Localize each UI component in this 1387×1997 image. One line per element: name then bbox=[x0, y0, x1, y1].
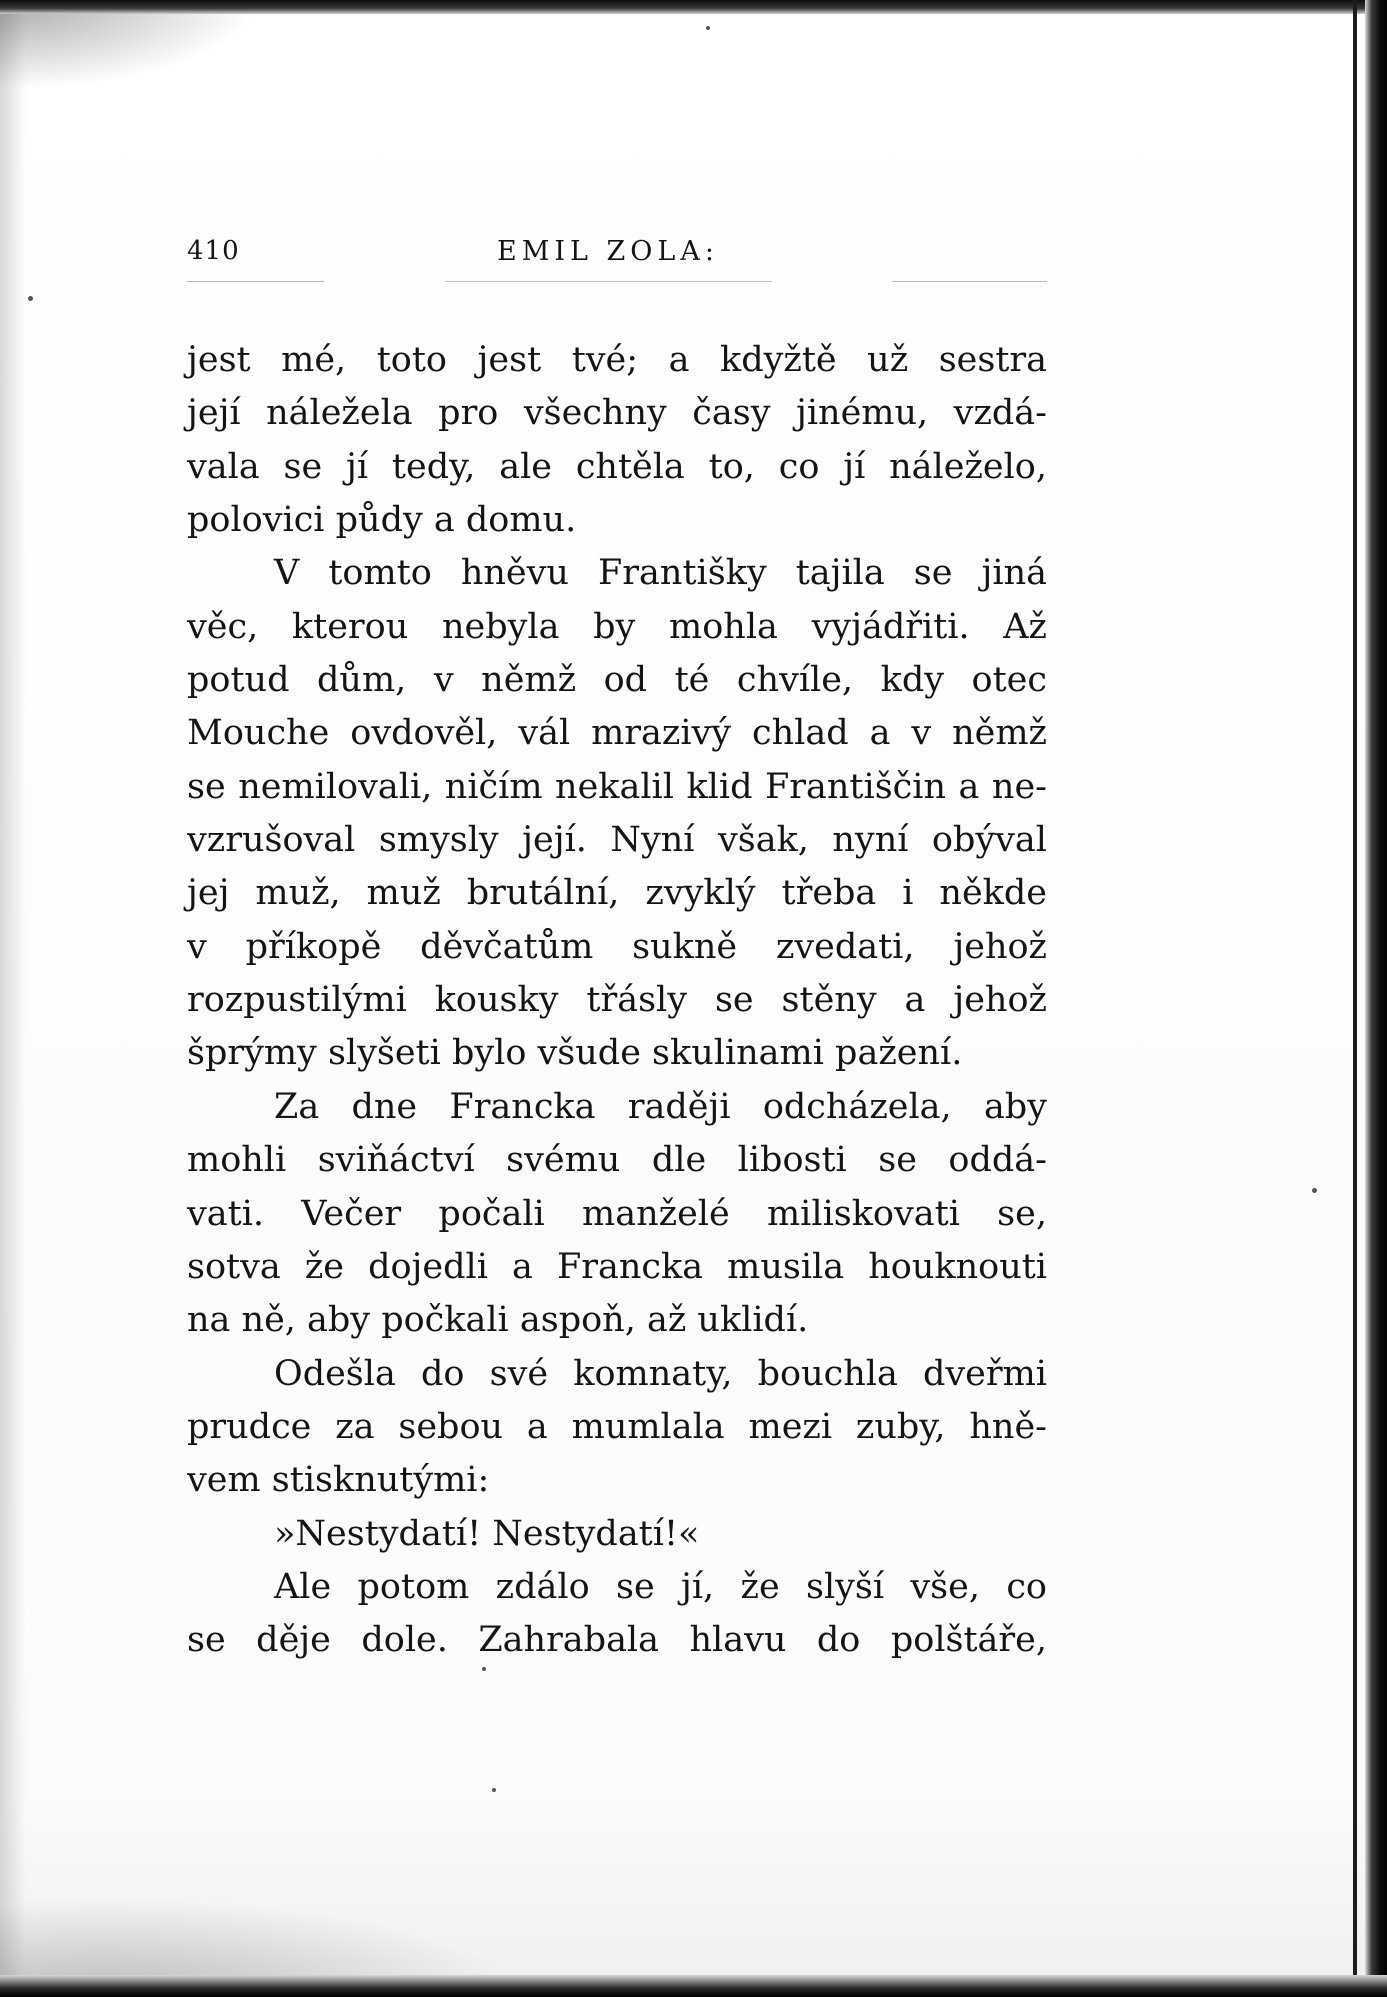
paper-speck bbox=[706, 26, 710, 30]
page-number: 410 bbox=[187, 236, 240, 266]
text-line: sotva že dojedli a Francka musila houknouti bbox=[187, 1246, 1047, 1287]
paper-speck bbox=[1312, 1188, 1317, 1193]
text-line: se děje dole. Zahrabala hlavu do polštáře, bbox=[187, 1620, 1047, 1661]
text-line: potud dům, v němž od té chvíle, kdy otec bbox=[187, 660, 1047, 701]
paper-speck bbox=[28, 296, 33, 301]
running-header bbox=[187, 236, 1047, 276]
text-line: jej muž, muž brutální, zvyklý třeba i někde bbox=[187, 873, 1047, 914]
text-line: jest mé, toto jest tvé; a kdyžtě už sestra bbox=[187, 340, 1047, 380]
text-line: na ně, aby počkali aspoň, až uklidí. bbox=[187, 1300, 809, 1341]
header-rule bbox=[187, 281, 1047, 282]
right-binding-line bbox=[1353, 0, 1357, 1997]
text-line: Odešla do své komnaty, bouchla dveřmi bbox=[274, 1353, 1047, 1394]
text-line: polovici půdy a domu. bbox=[187, 500, 577, 541]
paper-speck bbox=[482, 1667, 486, 1671]
text-line: »Nestydatí! Nestydatí!« bbox=[274, 1513, 700, 1554]
bottom-scan-border bbox=[0, 1975, 1387, 1997]
text-line: Ale potom zdálo se jí, že slyší vše, co bbox=[274, 1566, 1047, 1607]
body-text bbox=[187, 334, 1047, 1668]
text-line: se nemilovali, ničím nekalil klid Františčin a ne- bbox=[187, 766, 1047, 807]
text-line: v příkopě děvčatům sukně zvedati, jehož bbox=[187, 926, 1047, 967]
text-line: Mouche ovdověl, vál mrazivý chlad a v němž bbox=[187, 713, 1047, 754]
text-line: Za dne Francka raději odcházela, aby bbox=[274, 1086, 1047, 1127]
text-line: mohli sviňáctví svému dle libosti se oddá- bbox=[187, 1140, 1047, 1181]
text-line: prudce za sebou a mumlala mezi zuby, hně- bbox=[187, 1406, 1047, 1447]
left-edge-shadow bbox=[0, 0, 26, 1997]
paper-speck bbox=[492, 1788, 496, 1792]
running-title: EMIL ZOLA: bbox=[497, 236, 719, 267]
top-scan-border bbox=[0, 0, 1387, 14]
text-line: věc, kterou nebyla by mohla vyjádřiti. Až bbox=[187, 606, 1047, 647]
text-line: V tomto hněvu Františky tajila se jiná bbox=[274, 553, 1047, 594]
text-line: vem stisknutými: bbox=[187, 1460, 490, 1501]
right-scan-border bbox=[1365, 0, 1387, 1997]
text-line: vzrušoval smysly její. Nyní však, nyní obýval bbox=[187, 820, 1047, 861]
text-line: vala se jí tedy, ale chtěla to, co jí náleželo, bbox=[187, 446, 1047, 487]
text-line: rozpustilými kousky třásly se stěny a jehož bbox=[187, 980, 1047, 1021]
text-line: její náležela pro všechny časy jinému, vzdá- bbox=[187, 393, 1047, 434]
text-line: šprýmy slyšeti bylo všude skulinami pažení. bbox=[187, 1033, 963, 1074]
text-line: vati. Večer počali manželé miliskovati se, bbox=[187, 1193, 1047, 1234]
